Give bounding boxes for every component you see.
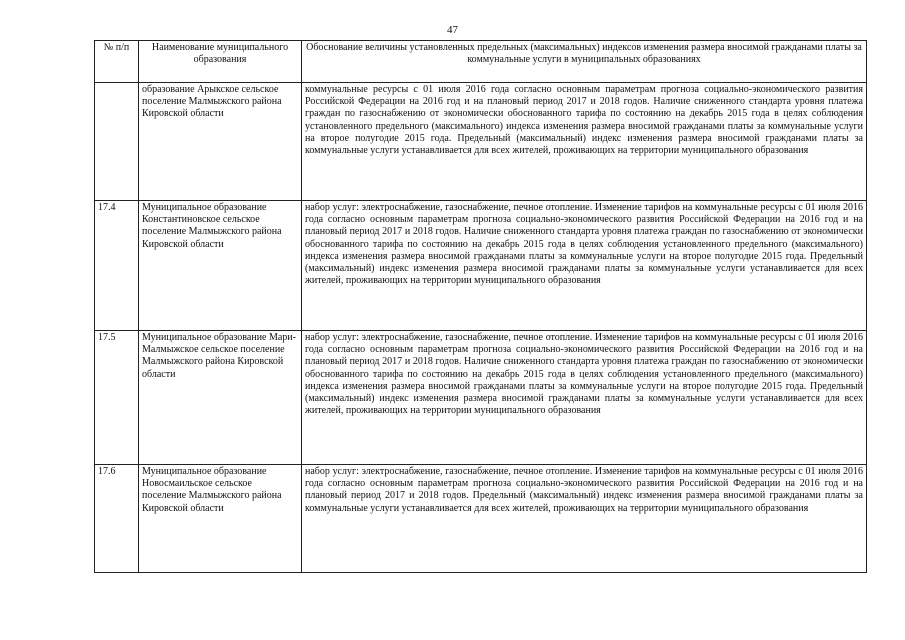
municipality-name: Муниципальное образование Новосмаильское сельское поселение Малмыжского района Кировской области [139,465,302,573]
tariff-index-table [94,40,867,573]
header-basis: Обоснование величины установленных предельных (максимальных) индексов изменения размера вносимой гражданами платы за коммунальные услуги в муниципальных образованиях [302,41,867,83]
municipality-name: образование Арыкское сельское поселение Малмыжского района Кировской области [139,83,302,201]
basis-text: коммунальные ресурсы с 01 июля 2016 года согласно основным параметрам прогноза социально-экономического развития Российской Федерации на 2016 год и на плановый период 2017 и 2018 годов. Наличие сниженного стандарта уровня платежа граждан по газоснабжению от экономически обоснованного тарифа по состоянию на декабрь 2015 года в целях соблюдения установленного предельного (максимального) индекса изменения размера вносимой гражданами платы за коммунальные услуги на второе полугодие 2015 года. Предельный (максимальный) индекс изменения размера вносимой гражданами платы за коммунальные услуги устанавливается для всех жителей, проживающих на территории муниципального образования [302,83,867,201]
table-row [95,201,867,331]
table-header-row [95,41,867,83]
page-number: 47 [447,24,458,36]
header-municipality-name: Наименование муниципального образования [139,41,302,83]
municipality-name: Муниципальное образование Мари-Малмыжское сельское поселение Малмыжского района Кировской области [139,331,302,465]
row-number: 17.4 [95,201,139,331]
row-number [95,83,139,201]
basis-text: набор услуг: электроснабжение, газоснабжение, печное отопление. Изменение тарифов на коммунальные ресурсы с 01 июля 2016 года согласно основным параметрам прогноза социально-экономического развития Российской Федерации на 2016 год и на плановый период 2017 и 2018 годов. Наличие сниженного стандарта уровня платежа граждан по газоснабжению от экономически обоснованного тарифа по состоянию на декабрь 2015 года в целях соблюдения установленного предельного (максимального) индекса изменения размера вносимой гражданами платы за коммунальные услуги на второе полугодие 2015 года. Предельный (максимальный) индекс изменения размера вносимой гражданами платы за коммунальные услуги устанавливается для всех жителей, проживающих на территории муниципального образования [302,331,867,465]
basis-text: набор услуг: электроснабжение, газоснабжение, печное отопление. Изменение тарифов на коммунальные ресурсы с 01 июля 2016 года согласно основным параметрам прогноза социально-экономического развития Российской Федерации на 2016 год и на плановый период 2017 и 2018 годов. Наличие сниженного стандарта уровня платежа граждан по газоснабжению от экономически обоснованного тарифа по состоянию на декабрь 2015 года в целях соблюдения установленного предельного (максимального) индекса изменения размера вносимой гражданами платы за коммунальные услуги на второе полугодие 2015 года. Предельный (максимальный) индекс изменения размера вносимой гражданами платы за коммунальные услуги устанавливается для всех жителей, проживающих на территории муниципального образования [302,201,867,331]
table-row [95,331,867,465]
municipality-name: Муниципальное образование Константиновское сельское поселение Малмыжского района Кировской области [139,201,302,331]
table-row [95,83,867,201]
row-number: 17.6 [95,465,139,573]
table-row [95,465,867,573]
basis-text: набор услуг: электроснабжение, газоснабжение, печное отопление. Изменение тарифов на коммунальные ресурсы с 01 июля 2016 года согласно основным параметрам прогноза социально-экономического развития Российской Федерации на 2016 год и на плановый период 2017 и 2018 годов. Предельный (максимальный) индекс изменения размера вносимой гражданами платы за коммунальные услуги устанавливается для всех жителей, проживающих на территории муниципального образования [302,465,867,573]
header-number: № п/п [95,41,139,83]
row-number: 17.5 [95,331,139,465]
